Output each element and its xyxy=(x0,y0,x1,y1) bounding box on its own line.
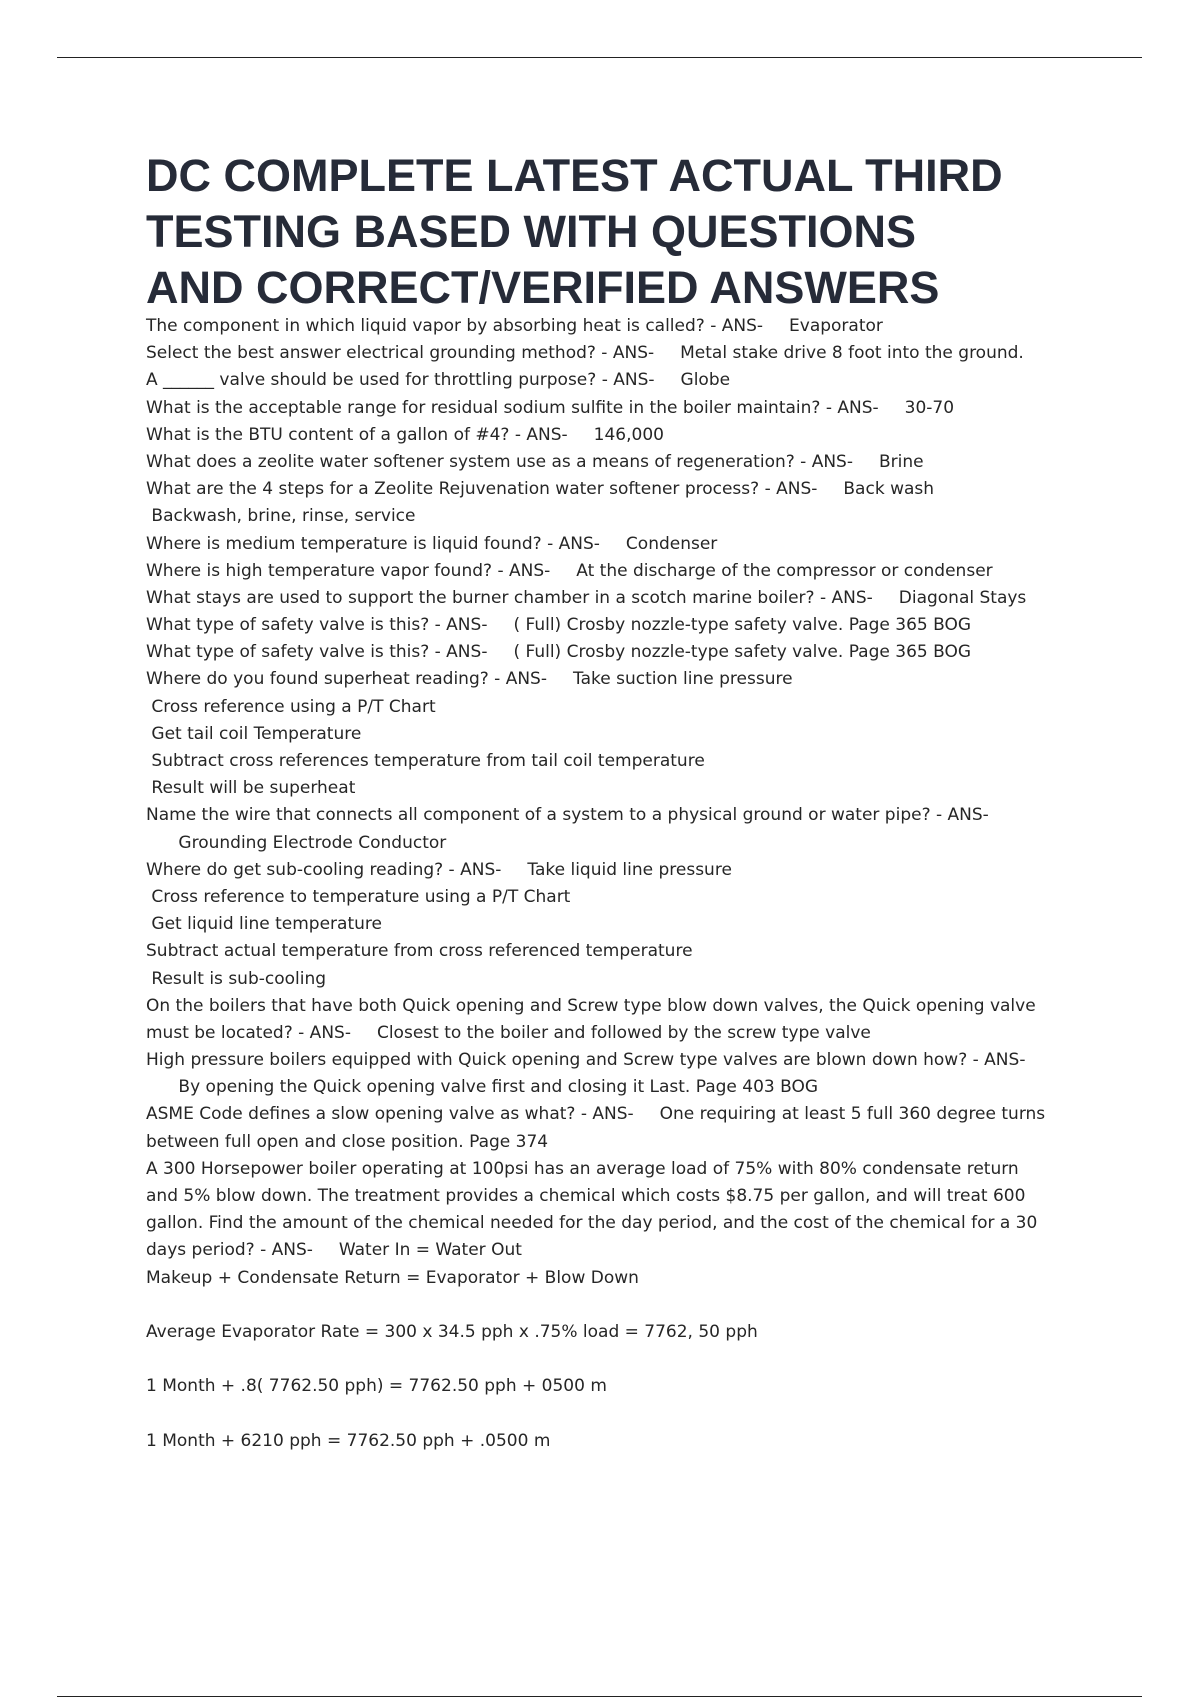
answer-text: Water In = Water Out xyxy=(338,1240,522,1261)
text-line xyxy=(146,585,1106,612)
text-line xyxy=(146,367,1106,394)
question-text: What is the acceptable range for residual sodium sulfite in the boiler maintain? - ANS- xyxy=(146,397,879,418)
question-text: gallon. Find the amount of the chemical needed for the day period, and the cost of the chemical for a 30 xyxy=(146,1213,1038,1234)
question-text: High pressure boilers equipped with Quick opening and Screw type valves are blown down how? - ANS- xyxy=(146,1050,1026,1071)
answer-text: Take liquid line pressure xyxy=(527,859,732,880)
question-text: Get liquid line temperature xyxy=(146,914,382,935)
text-line xyxy=(146,476,1106,503)
text-line xyxy=(146,313,1106,340)
answer-text: Evaporator xyxy=(789,316,883,336)
answer-text: 146,000 xyxy=(593,424,664,445)
document-body xyxy=(146,313,1106,1455)
question-text: Grounding Electrode Conductor xyxy=(146,832,447,853)
question-text: Backwash, brine, rinse, service xyxy=(146,506,416,527)
text-line xyxy=(146,531,1106,558)
text-line xyxy=(146,1401,1106,1428)
text-line xyxy=(146,1319,1106,1346)
top-rule xyxy=(57,57,1142,58)
question-text: Where do get sub-cooling reading? - ANS- xyxy=(146,859,502,880)
question-text: Average Evaporator Rate = 300 x 34.5 pph x .75% load = 7762, 50 pph xyxy=(146,1321,758,1342)
bottom-rule xyxy=(57,1696,1142,1697)
text-line xyxy=(146,639,1106,666)
text-line xyxy=(146,857,1106,884)
text-line xyxy=(146,775,1106,802)
text-line xyxy=(146,1265,1106,1292)
text-line xyxy=(146,1237,1106,1264)
question-text: must be located? - ANS- xyxy=(146,1022,351,1043)
text-line xyxy=(146,1074,1106,1101)
text-line xyxy=(146,721,1106,748)
question-text: A 300 Horsepower boiler operating at 100psi has an average load of 75% with 80% condensate return xyxy=(146,1158,1019,1179)
question-text: Where is medium temperature is liquid found? - ANS- xyxy=(146,533,600,554)
text-line xyxy=(146,1428,1106,1455)
question-text: Cross reference to temperature using a P/T Chart xyxy=(146,886,571,907)
text-line xyxy=(146,830,1106,857)
text-line xyxy=(146,748,1106,775)
question-text: By opening the Quick opening valve first and closing it Last. Page 403 BOG xyxy=(146,1077,819,1098)
answer-text: At the discharge of the compressor or condenser xyxy=(576,560,993,581)
text-line xyxy=(146,340,1106,367)
title-line: TESTING BASED WITH QUESTIONS xyxy=(146,206,917,257)
text-line xyxy=(146,694,1106,721)
question-text: Subtract cross references temperature from tail coil temperature xyxy=(146,751,705,771)
question-text: The component in which liquid vapor by absorbing heat is called? - ANS- xyxy=(146,316,764,336)
text-line xyxy=(146,1101,1106,1128)
answer-text: Back wash xyxy=(843,479,935,500)
question-text: days period? - ANS- xyxy=(146,1240,313,1261)
question-text: between full open and close position. Page 374 xyxy=(146,1131,549,1152)
answer-text: Condenser xyxy=(625,533,718,554)
text-line xyxy=(146,1020,1106,1047)
question-text: Name the wire that connects all component of a system to a physical ground or water pipe? - ANS- xyxy=(146,805,989,826)
question-text: Where is high temperature vapor found? - ANS- xyxy=(146,560,551,581)
question-text: 1 Month + 6210 pph = 7762.50 pph + .0500 m xyxy=(146,1430,551,1451)
title-line: AND CORRECT/VERIFIED ANSWERS xyxy=(146,262,940,313)
text-line xyxy=(146,612,1106,639)
question-text: Cross reference using a P/T Chart xyxy=(146,696,436,717)
text-line xyxy=(146,938,1106,965)
question-text: Result will be superheat xyxy=(146,778,356,799)
question-text: Makeup + Condensate Return = Evaporator + Blow Down xyxy=(146,1267,639,1288)
text-line xyxy=(146,1346,1106,1373)
question-text: Get tail coil Temperature xyxy=(146,723,362,744)
question-text: 1 Month + .8( 7762.50 pph) = 7762.50 pph + 0500 m xyxy=(146,1376,607,1397)
text-line xyxy=(146,1047,1106,1074)
text-line xyxy=(146,884,1106,911)
text-line xyxy=(146,1373,1106,1400)
text-line xyxy=(146,993,1106,1020)
text-line xyxy=(146,666,1106,693)
text-line xyxy=(146,966,1106,993)
text-line xyxy=(146,449,1106,476)
question-text: What is the BTU content of a gallon of #4? - ANS- xyxy=(146,424,568,445)
answer-text: 30-70 xyxy=(904,397,955,418)
answer-text: ( Full) Crosby nozzle-type safety valve. Page 365 BOG xyxy=(513,615,972,636)
question-text: What type of safety valve is this? - ANS- xyxy=(146,642,488,663)
answer-text: ( Full) Crosby nozzle-type safety valve. Page 365 BOG xyxy=(513,642,972,663)
question-text: Subtract actual temperature from cross referenced temperature xyxy=(146,941,693,962)
answer-text: Diagonal Stays xyxy=(898,587,1027,608)
answer-text: One requiring at least 5 full 360 degree turns xyxy=(659,1104,1046,1125)
question-text: ASME Code defines a slow opening valve as what? - ANS- xyxy=(146,1104,634,1125)
text-line xyxy=(146,395,1106,422)
text-line xyxy=(146,1129,1106,1156)
text-line xyxy=(146,422,1106,449)
text-line xyxy=(146,802,1106,829)
answer-text: Take suction line pressure xyxy=(573,669,793,690)
question-text: What does a zeolite water softener system use as a means of regeneration? - ANS- xyxy=(146,451,853,472)
question-text: A ______ valve should be used for throttling purpose? - ANS- xyxy=(146,370,655,391)
text-line xyxy=(146,1183,1106,1210)
text-line xyxy=(146,503,1106,530)
answer-text: Brine xyxy=(878,451,924,472)
title-line: DC COMPLETE LATEST ACTUAL THIRD xyxy=(146,150,1003,201)
question-text: and 5% blow down. The treatment provides a chemical which costs $8.75 per gallon, and will treat 600 xyxy=(146,1186,1026,1206)
question-text: On the boilers that have both Quick opening and Screw type blow down valves, the Quick opening valve xyxy=(146,995,1036,1016)
question-text: What stays are used to support the burner chamber in a scotch marine boiler? - ANS- xyxy=(146,587,873,608)
question-text: Result is sub-cooling xyxy=(146,968,327,989)
text-line xyxy=(146,1156,1106,1183)
question-text: Where do you found superheat reading? - ANS- xyxy=(146,669,547,690)
document-title xyxy=(146,148,1106,316)
text-line xyxy=(146,1292,1106,1319)
text-line xyxy=(146,558,1106,585)
question-text: What are the 4 steps for a Zeolite Rejuvenation water softener process? - ANS- xyxy=(146,479,818,500)
text-line xyxy=(146,911,1106,938)
answer-text: Closest to the boiler and followed by the screw type valve xyxy=(376,1022,871,1043)
question-text: Select the best answer electrical grounding method? - ANS- xyxy=(146,343,655,364)
text-line xyxy=(146,1210,1106,1237)
question-text: What type of safety valve is this? - ANS- xyxy=(146,615,488,636)
answer-text: Metal stake drive 8 foot into the ground. xyxy=(680,343,1024,364)
answer-text: Globe xyxy=(680,370,731,391)
